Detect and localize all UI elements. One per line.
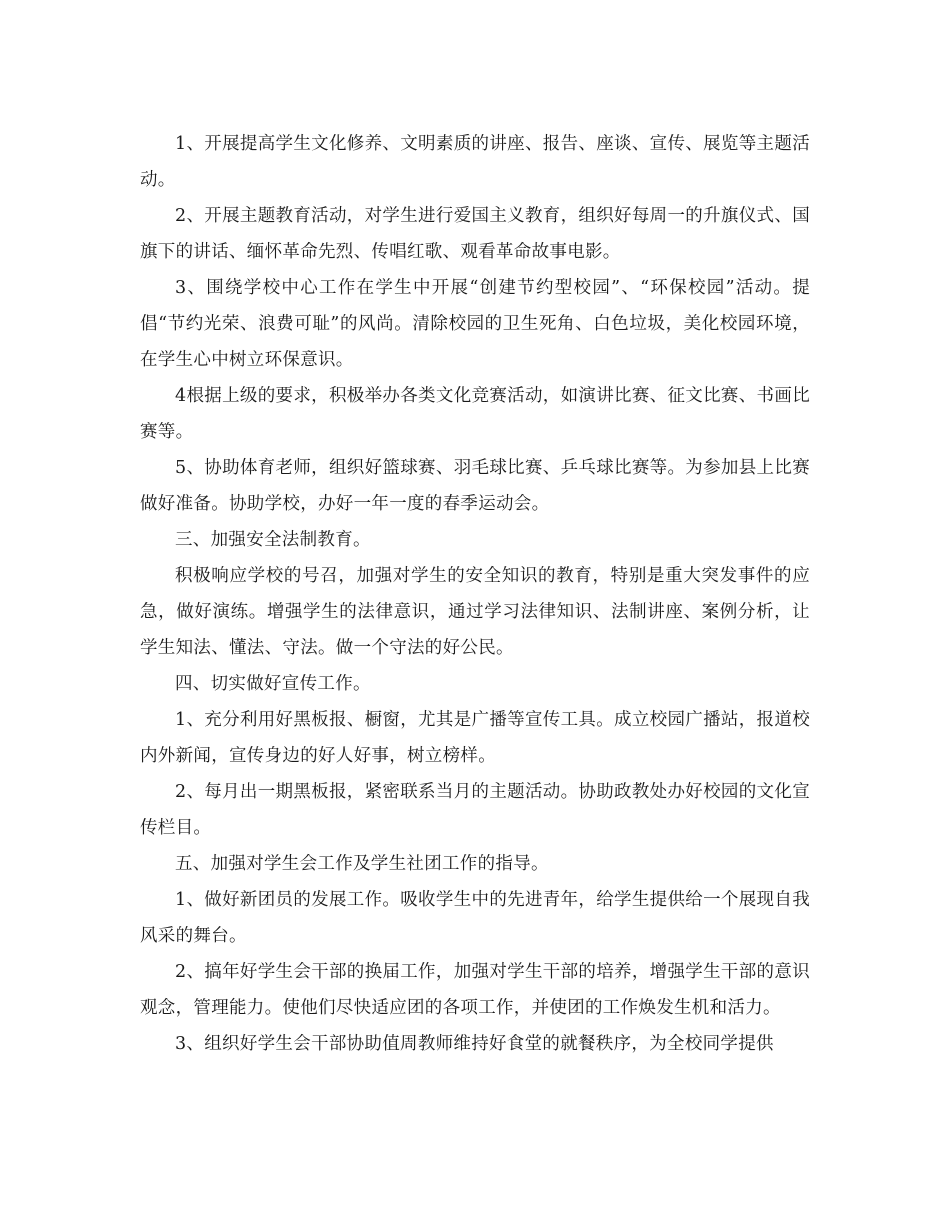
paragraph-activity-1: 1、开展提高学生文化修养、文明素质的讲座、报告、座谈、宣传、展览等主题活动。 (140, 134, 810, 190)
section-heading-safety: 三、加强安全法制教育。 (175, 530, 371, 550)
paragraph-union-3: 3、组织好学生会干部协助值周教师维持好食堂的就餐秩序，为全校同学提供 (175, 1034, 774, 1054)
paragraph-publicity-1: 1、充分利用好黑板报、橱窗，尤其是广播等宣传工具。成立校园广播站，报道校内外新闻，宣传身边的好人好事，树立榜样。 (140, 710, 810, 766)
paragraph-publicity-2: 2、每月出一期黑板报，紧密联系当月的主题活动。协助政教处办好校园的文化宣传栏目。 (140, 782, 810, 838)
document-body (140, 126, 810, 1062)
paragraph-activity-5: 5、协助体育老师，组织好篮球赛、羽毛球比赛、乒乓球比赛等。为参加县上比赛做好准备。协助学校，办好一年一度的春季运动会。 (140, 458, 810, 514)
paragraph-safety: 积极响应学校的号召，加强对学生的安全知识的教育，特别是重大突发事件的应急，做好演练。增强学生的法律意识，通过学习法律知识、法制讲座、案例分析，让学生知法、懂法、守法。做一个守法的好公民。 (140, 566, 810, 658)
paragraph-activity-2: 2、开展主题教育活动，对学生进行爱国主义教育，组织好每周一的升旗仪式、国旗下的讲话、缅怀革命先烈、传唱红歌、观看革命故事电影。 (140, 206, 810, 262)
paragraph-activity-4: 4根据上级的要求，积极举办各类文化竞赛活动，如演讲比赛、征文比赛、书画比赛等。 (140, 386, 810, 442)
paragraph-activity-3: 3、围绕学校中心工作在学生中开展“创建节约型校园”、“环保校园”活动。提倡“节约光荣、浪费可耻”的风尚。清除校园的卫生死角、白色垃圾，美化校园环境，在学生心中树立环保意识。 (140, 278, 810, 370)
section-heading-student-union: 五、加强对学生会工作及学生社团工作的指导。 (175, 854, 549, 874)
paragraph-union-1: 1、做好新团员的发展工作。吸收学生中的先进青年，给学生提供给一个展现自我风采的舞台。 (140, 890, 810, 946)
section-heading-publicity: 四、切实做好宣传工作。 (175, 674, 371, 694)
paragraph-union-2: 2、搞年好学生会干部的换届工作，加强对学生干部的培养，增强学生干部的意识观念，管理能力。使他们尽快适应团的各项工作，并使团的工作焕发生机和活力。 (140, 962, 810, 1018)
